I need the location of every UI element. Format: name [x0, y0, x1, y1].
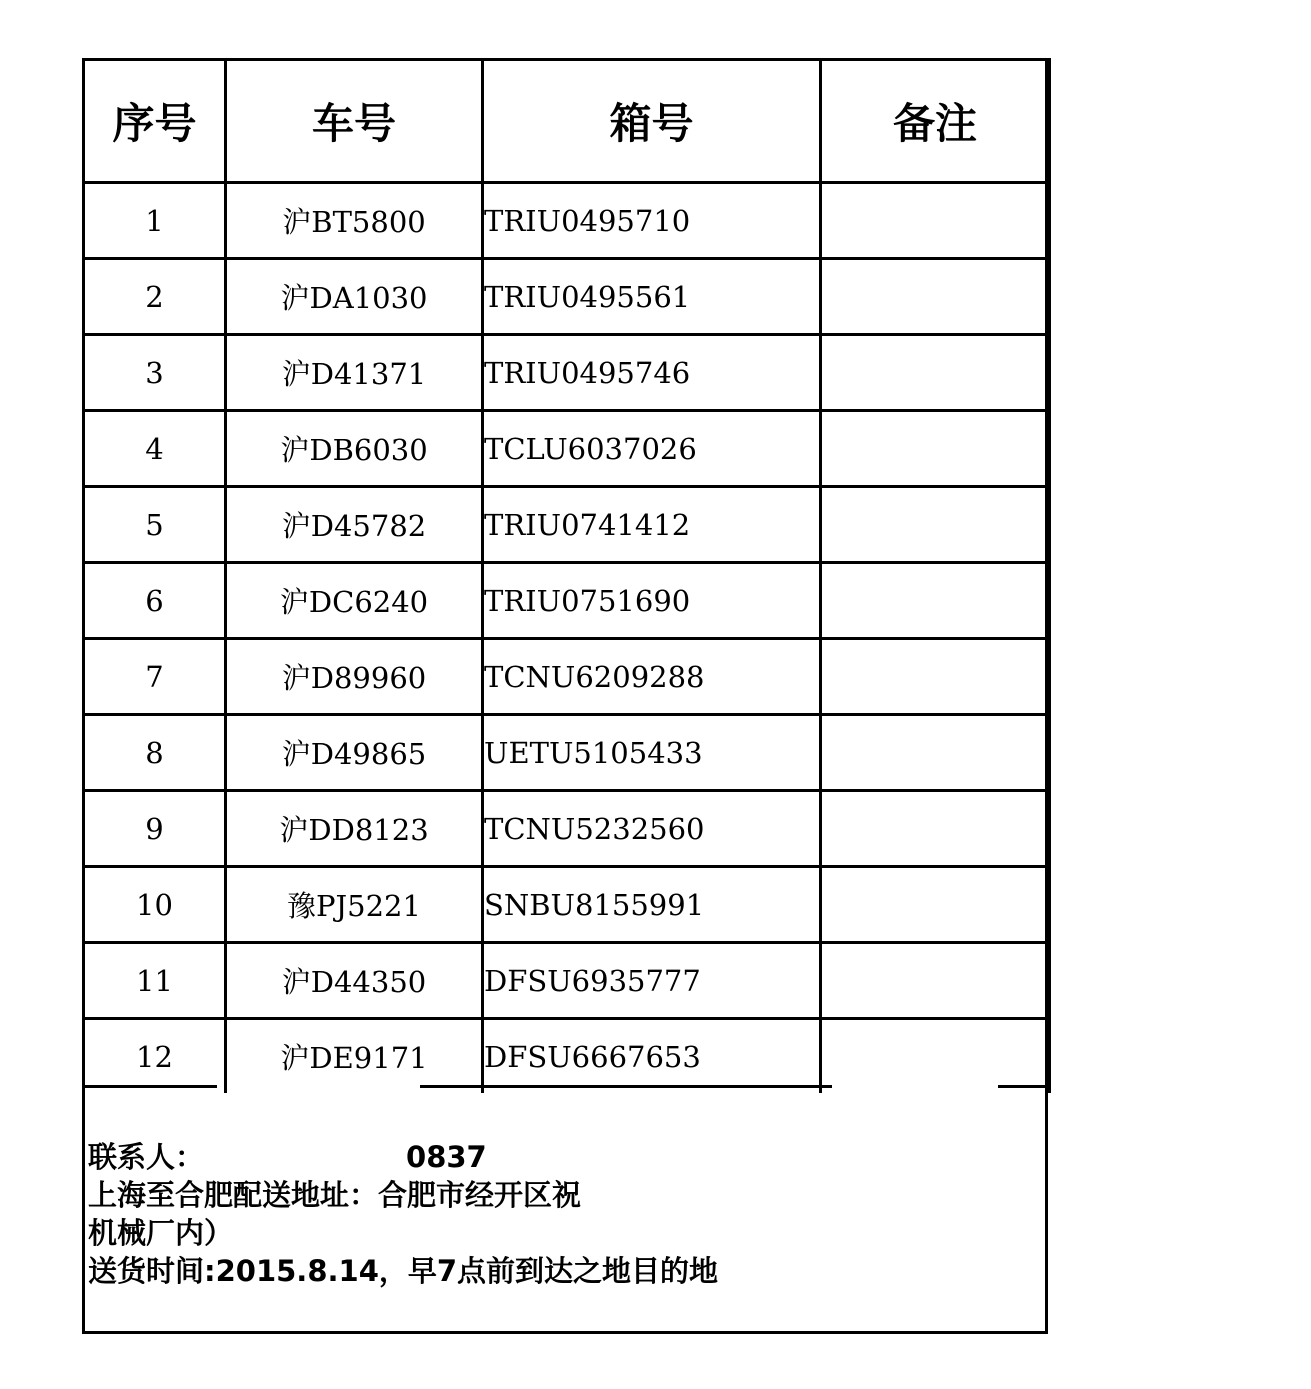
header-container: 箱号 — [483, 60, 821, 183]
plate-number-cell: 沪DE9171 — [226, 1019, 483, 1094]
note-cell — [821, 487, 1050, 563]
table-row — [84, 791, 1050, 867]
row-number-cell: 10 — [84, 867, 226, 943]
header-plate: 车号 — [226, 60, 483, 183]
note-cell — [821, 335, 1050, 411]
header-row — [84, 60, 1050, 183]
bottom-border-segment — [420, 1085, 832, 1088]
row-number-cell: 6 — [84, 563, 226, 639]
table-row — [84, 563, 1050, 639]
note-cell — [821, 715, 1050, 791]
container-number-cell: TRIU0495746 — [483, 335, 821, 411]
plate-number-cell: 沪DD8123 — [226, 791, 483, 867]
row-number-cell: 9 — [84, 791, 226, 867]
plate-number-cell: 沪DB6030 — [226, 411, 483, 487]
delivery-info — [88, 1138, 718, 1290]
container-number-cell: TCNU6209288 — [483, 639, 821, 715]
row-number-cell: 3 — [84, 335, 226, 411]
row-number-cell: 2 — [84, 259, 226, 335]
plate-number-cell: 沪D49865 — [226, 715, 483, 791]
plate-number-cell: 沪D45782 — [226, 487, 483, 563]
row-number-cell: 8 — [84, 715, 226, 791]
note-cell — [821, 183, 1050, 259]
row-number-cell: 4 — [84, 411, 226, 487]
container-number-cell: DFSU6667653 — [483, 1019, 821, 1094]
plate-number-cell: 沪D44350 — [226, 943, 483, 1019]
table-row — [84, 335, 1050, 411]
plate-number-cell: 沪D41371 — [226, 335, 483, 411]
plate-number-cell: 沪DA1030 — [226, 259, 483, 335]
container-number-cell: SNBU8155991 — [483, 867, 821, 943]
plate-number-cell: 豫PJ5221 — [226, 867, 483, 943]
note-cell — [821, 411, 1050, 487]
note-cell — [821, 639, 1050, 715]
plate-number-cell: 沪DC6240 — [226, 563, 483, 639]
table-row — [84, 639, 1050, 715]
address-line-1: 上海至合肥配送地址：合肥市经开区祝 — [88, 1178, 582, 1212]
plate-number-cell: 沪BT5800 — [226, 183, 483, 259]
table-row — [84, 867, 1050, 943]
header-no: 序号 — [84, 60, 226, 183]
plate-number-cell: 沪D89960 — [226, 639, 483, 715]
contact-line — [88, 1138, 718, 1176]
contact-value: 0837 — [406, 1140, 487, 1174]
container-number-cell: TCLU6037026 — [483, 411, 821, 487]
bottom-border-segment — [998, 1085, 1048, 1088]
note-cell — [821, 791, 1050, 867]
vehicle-container-table — [82, 58, 1051, 1093]
table-row — [84, 259, 1050, 335]
row-number-cell: 5 — [84, 487, 226, 563]
note-cell — [821, 1019, 1050, 1094]
table-row — [84, 715, 1050, 791]
address-line-2: 机械厂内） — [88, 1216, 234, 1250]
table-row — [84, 183, 1050, 259]
note-cell — [821, 943, 1050, 1019]
row-number-cell: 12 — [84, 1019, 226, 1094]
container-number-cell: TRIU0751690 — [483, 563, 821, 639]
container-number-cell: TRIU0741412 — [483, 487, 821, 563]
note-cell — [821, 563, 1050, 639]
container-number-cell: UETU5105433 — [483, 715, 821, 791]
container-number-cell: TCNU5232560 — [483, 791, 821, 867]
container-number-cell: TRIU0495561 — [483, 259, 821, 335]
table-row — [84, 411, 1050, 487]
header-note: 备注 — [821, 60, 1050, 183]
container-number-cell: DFSU6935777 — [483, 943, 821, 1019]
note-cell — [821, 259, 1050, 335]
row-number-cell: 11 — [84, 943, 226, 1019]
contact-label: 联系人： — [88, 1140, 205, 1174]
table-row — [84, 1019, 1050, 1094]
delivery-time-line: 送货时间:2015.8.14，早7点前到达之地目的地 — [88, 1254, 719, 1288]
container-number-cell: TRIU0495710 — [483, 183, 821, 259]
table-row — [84, 943, 1050, 1019]
row-number-cell: 7 — [84, 639, 226, 715]
row-number-cell: 1 — [84, 183, 226, 259]
bottom-border-segment — [82, 1085, 217, 1088]
note-cell — [821, 867, 1050, 943]
redacted-region — [204, 1144, 406, 1174]
table-row — [84, 487, 1050, 563]
